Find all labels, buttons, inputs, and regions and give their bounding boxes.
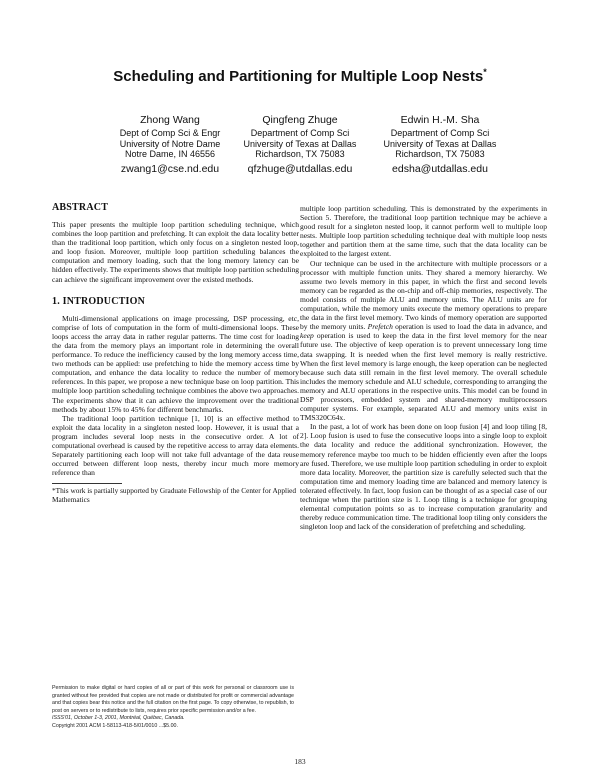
right-paragraph-2 <box>300 259 547 423</box>
author-dept: Dept of Comp Sci & Engr <box>119 128 221 138</box>
right-paragraph-3: In the past, a lot of work has been done on loop fusion [4] and loop tiling [8, 2]. Loop fusion is used to fuse the consecutive loops into a single loop to exploit the data locality and reduce the additional synchronization. However, the memory reference maybe too much to be hidden efficiently even after the loops are fused. Therefore, we use multiple loop partition scheduling in order to exploit more data locality. Moreover, the partition size is carefully selected such that the computation time and memory loading time are balanced and memory latency is tolerated effectively. In fact, loop fusion can be thought of as a special case of our technique when the partition size is 1. Loop tiling is a technique for grouping elemental computation points so as to increase computation granularity and thereby reduce communication time. The traditional loop tiling only considers the singleton loop and lack of the consideration of prefetching and scheduling. <box>300 422 547 532</box>
author-univ: University of Texas at Dallas <box>383 138 497 149</box>
author-email: qfzhuge@utdallas.edu <box>247 162 353 175</box>
author-name: Qingfeng Zhuge <box>262 114 338 126</box>
author-name: Edwin H.-M. Sha <box>400 114 480 126</box>
author-email: zwang1@cse.nd.edu <box>120 162 220 175</box>
p2-text-a: Our technique can be used in the architecture with multiple processors or a processor with multiple function units. They shared a memory hierarchy. We assume two levels memory in this paper, in which the first and second levels memory can be regarded as the on-chip and off-chip memories, respectively. The model consists of multiple ALU and memory units. The ALU units are for computation, while the memory units execute the memory operations to prepare the data in the first level memory. Two kinds of memory operation are supported by the memory units. <box>300 258 547 332</box>
footnote: *This work is partially supported by Graduate Fellowship of the Center for Applied Mathematics <box>52 486 296 505</box>
author-city: Richardson, TX 75083 <box>395 149 485 159</box>
prefetch-term: Prefetch <box>367 322 393 332</box>
intro-heading: 1. INTRODUCTION <box>52 295 146 307</box>
conference-line: ISSS'01, October 1-3, 2001, Montréal, Québec, Canada. <box>52 715 185 722</box>
p2-text-b: operation is used to load the data in advance, and <box>395 322 547 332</box>
left-column <box>52 202 299 505</box>
paper-title <box>40 67 560 85</box>
title-text: Scheduling and Partitioning for Multiple Loop Nests <box>113 68 484 85</box>
copyright-line: Copyright 2001 ACM 1-58113-418-5/01/0010 ...$5.00. <box>52 722 178 729</box>
keep-term: keep <box>300 331 314 341</box>
p2-text-c: operation is used to keep the data in the first level memory for the near future use. The objective of keep operation is to prevent unnecessary long time data swapping. It is needed when the first level memory is really restrictive. When the first level memory is large enough, the keep operation can be neglected because such data still remain in the first level memory. The overall schedule includes the memory schedule and ALU schedule, corresponding to arranging the memory and ALU operations in the respective units. This model can be found in DSP processors, embedded system and shared-memory multiprocessors computer systems. For example, separated ALU and memory units exist in TMS320C64x. <box>300 331 547 423</box>
footnote-rule <box>52 483 122 484</box>
permission-text: Permission to make digital or hard copies of all or part of this work for personal or classroom use is granted without fee provided that copies are not made or distributed for profit or commercial advantage and that copies bear this notice and the full citation on the first page. To copy otherwise, to republish, to post on servers or to redistribute to lists, requires prior specific permission and/or a fee. <box>52 685 294 714</box>
author-name: Zhong Wang <box>140 114 200 126</box>
author-email: edsha@utdallas.edu <box>392 162 488 175</box>
author-city: Notre Dame, IN 46556 <box>124 149 216 159</box>
abstract-text: This paper presents the multiple loop partition scheduling technique, which combines the loop partition and prefetching. It can exploit the data locality better than the traditional loop partition, which only focus on a singleton nested loop, and loop fusion. Moreover, multiple loop partition scheduling balances the computation and memory loading, such that the long memory latency can be hidden effectively. The experiments shows that multiple loop partition scheduling can achieve the significant improvement over the existed methods. <box>52 220 299 284</box>
author-3 <box>350 114 530 176</box>
author-city: Richardson, TX 75083 <box>255 149 345 159</box>
author-univ: University of Texas at Dallas <box>243 138 357 149</box>
abstract-heading: ABSTRACT <box>52 202 109 213</box>
author-univ: University of Notre Dame <box>119 138 221 149</box>
title-footnote-mark: * <box>483 67 487 77</box>
author-dept: Department of Comp Sci <box>390 128 490 138</box>
right-column <box>300 204 547 531</box>
permission-notice <box>52 685 294 731</box>
page-number: 183 <box>294 757 306 766</box>
right-paragraph-1: multiple loop partition scheduling. This is demonstrated by the experiments in Section 5. Therefore, the traditional loop partition technique may be achieve a good result for a singleton nested loop, it cannot perform well to multiple loop nests. Multiple loop partition scheduling technique deal with multiple loop nests together and partition them at the same time, such that the data locality can be exploited to the largest extent. <box>300 204 547 259</box>
author-dept: Department of Comp Sci <box>250 128 350 138</box>
intro-paragraph-1: Multi-dimensional applications on image processing, DSP processing, etc, comprise of lots of computation in the form of multi-dimensional loops. These loops access the array data in rather regular patterns. The time cost for loading the data from the memory plays an important role in determining the overall performance. To reduce the inefficiency caused by the long memory access time, two methods can be applied: use prefetching to hide the memory access time by computation, and enhance the data locality to reduce the number of memory references. In this paper, we propose a new technique base on loop partition. This multiple loop partition scheduling technique combines the above two approaches. The experiments show that it can achieve the improvement over the traditional methods by about 15% to 45% for different benchmarks. <box>52 313 299 414</box>
intro-paragraph-2: The traditional loop partition technique [1, 10] is an effective method to exploit the data locality in a singleton nested loop. However, it is usual that a program includes several loop nests in the consecutive order. A lot of computational overhead is caused by the repetitive access to array data elements. Separately partitioning each loop will not take full advantage of the data reuse occurred between different loop nests, thereby incur much more memory reference than <box>52 413 299 478</box>
